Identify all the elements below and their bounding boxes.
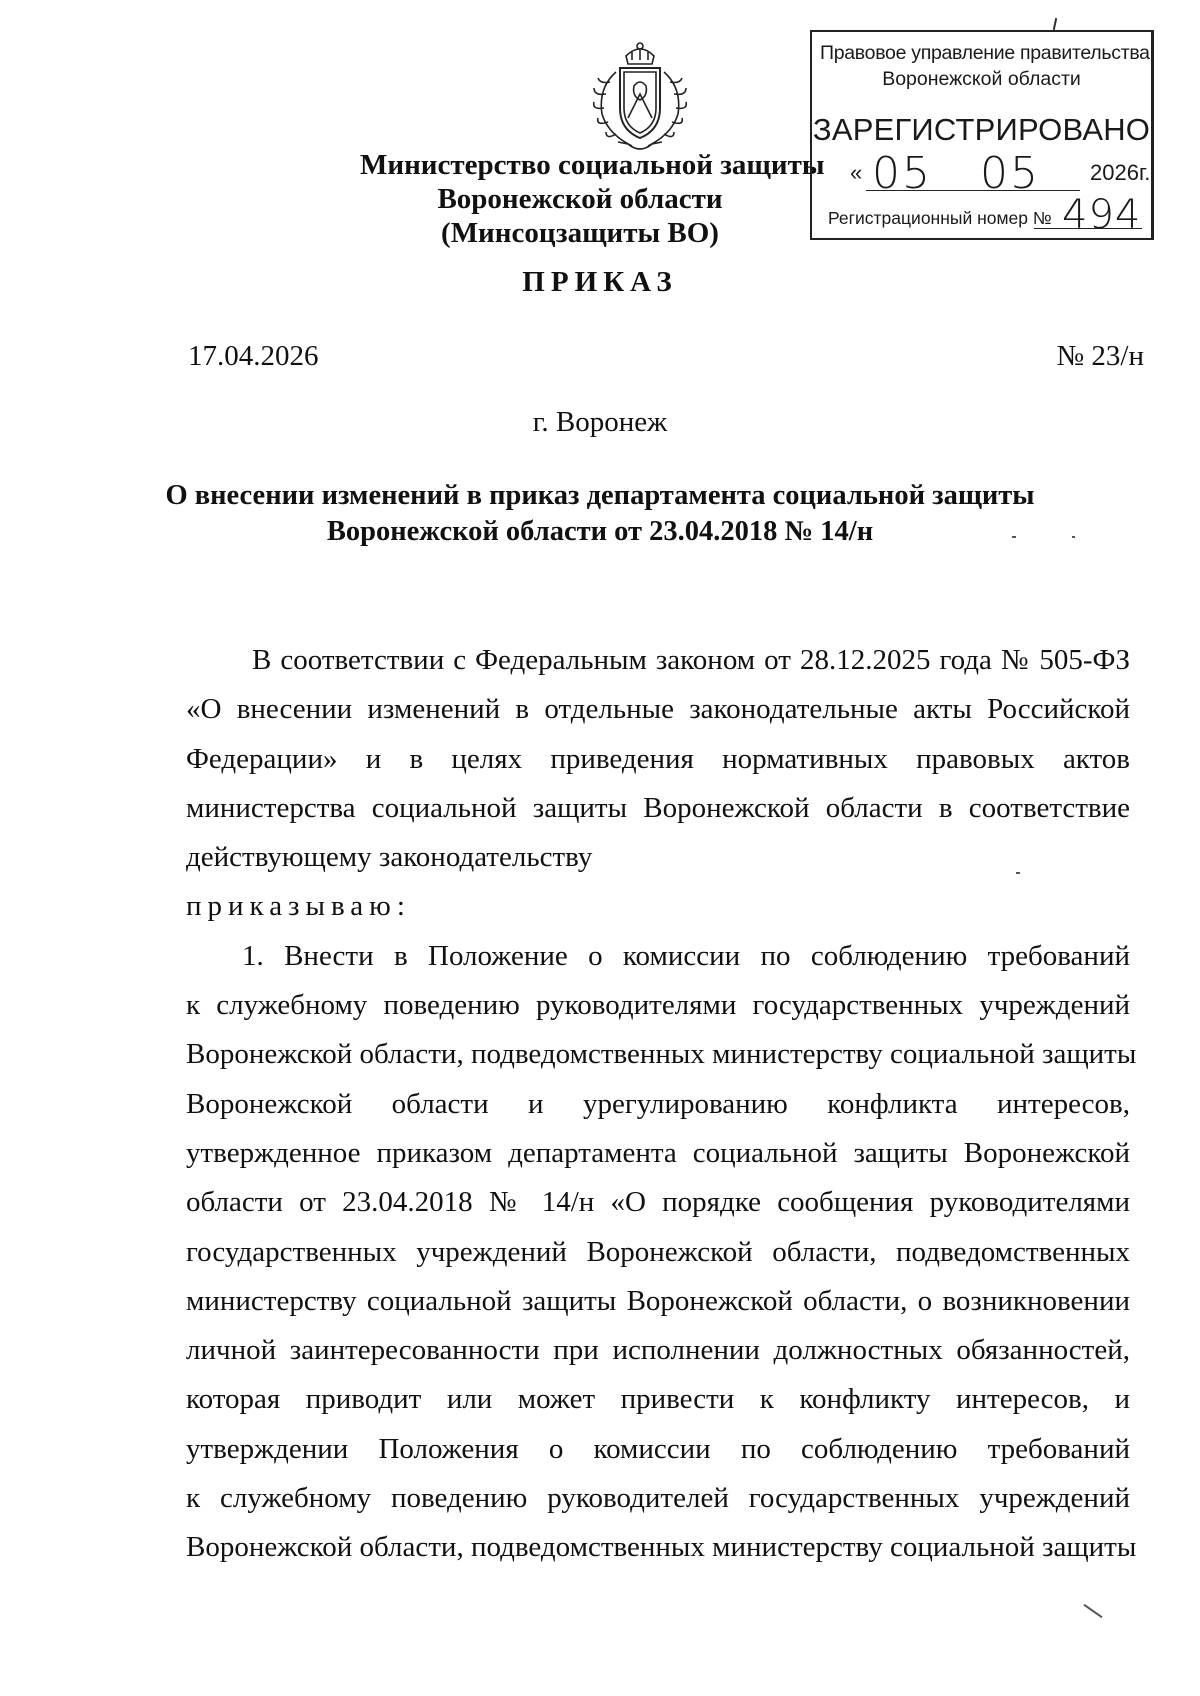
- document-date: 17.04.2026: [188, 340, 319, 372]
- stamp-date-underline: [866, 190, 1080, 191]
- coat-of-arms-icon: [588, 38, 692, 156]
- ministry-abbrev: (Минсоцзащиты ВО): [441, 217, 719, 249]
- body-line: государственных учреждений Воронежской области, подведомственных: [186, 1235, 1130, 1268]
- stamp-month-handwritten: 05: [980, 148, 1040, 199]
- body-line: области от 23.04.2018 № 14/н «О порядке сообщения руководителями: [186, 1186, 1130, 1219]
- document-body: [186, 636, 1137, 1573]
- document-city: г. Воронеж: [532, 406, 668, 438]
- stamp-regnum-handwritten: 494: [1062, 192, 1142, 238]
- body-line: Федерации» и в целях приведения нормативных правовых актов: [186, 742, 1130, 775]
- stamp-authority: Правовое управление правительства: [820, 42, 1150, 64]
- document-number: № 23/н: [1056, 340, 1144, 372]
- scan-speck: [1072, 536, 1075, 538]
- scan-speck: [1083, 1604, 1102, 1618]
- stamp-date: [850, 148, 1151, 199]
- body-line: Воронежской области, подведомственных министерству социальной защиты: [186, 1038, 1137, 1071]
- registration-stamp: [810, 30, 1154, 240]
- ministry-name: Министерство социальной защиты: [360, 149, 825, 181]
- body-line: которая приводит или может привести к конфликту интересов, и: [186, 1383, 1130, 1416]
- body-line: личной заинтересованности при исполнении должностных обязанностей,: [186, 1334, 1130, 1367]
- body-line: Воронежской области, подведомственных министерству социальной защиты: [186, 1531, 1137, 1564]
- body-line: Воронежской области и урегулированию конфликта интересов,: [186, 1087, 1130, 1120]
- stamp-regnum-label: Регистрационный номер №: [828, 208, 1052, 228]
- document-type: ПРИКАЗ: [522, 266, 678, 298]
- body-line: министерству социальной защиты Воронежской области, о возникновении: [186, 1284, 1130, 1317]
- body-line: В соответствии с Федеральным законом от 28.12.2025 года № 505-ФЗ: [252, 644, 1130, 676]
- scan-speck: [1012, 536, 1016, 538]
- body-line: к служебному поведению руководителями государственных учреждений: [186, 989, 1130, 1022]
- stamp-mark: [1053, 18, 1057, 30]
- subject-line: О внесении изменений в приказ департамента социальной защиты: [165, 480, 1035, 511]
- stamp-quote: «: [850, 160, 863, 185]
- body-line: утверждении Положения о комиссии по соблюдению требований: [186, 1432, 1130, 1465]
- body-line: к служебному поведению руководителей государственных учреждений: [186, 1482, 1130, 1515]
- body-line: действующему законодательству: [186, 841, 593, 874]
- ministry-header: [360, 148, 825, 250]
- body-line: «О внесении изменений в отдельные законодательные акты Российской: [186, 693, 1130, 726]
- body-line: министерства социальной защиты Воронежской области в соответствие: [186, 791, 1130, 824]
- body-line: 1. Внести в Положение о комиссии по соблюдению требований: [242, 939, 1130, 972]
- body-line: утвержденное приказом департамента социальной защиты Воронежской: [186, 1136, 1130, 1169]
- ministry-region: Воронежской области: [437, 183, 723, 215]
- stamp-year: 2026г.: [1090, 160, 1151, 185]
- stamp-day-handwritten: 05: [872, 148, 932, 199]
- stamp-region: Воронежской области: [882, 68, 1081, 90]
- scan-speck: [1016, 872, 1020, 874]
- stamp-registered-label: ЗАРЕГИСТРИРОВАНО: [812, 112, 1151, 147]
- subject-line: Воронежской области от 23.04.2018 № 14/н: [326, 516, 874, 547]
- document-subject: [100, 478, 1100, 550]
- body-line-order: приказываю:: [186, 890, 411, 923]
